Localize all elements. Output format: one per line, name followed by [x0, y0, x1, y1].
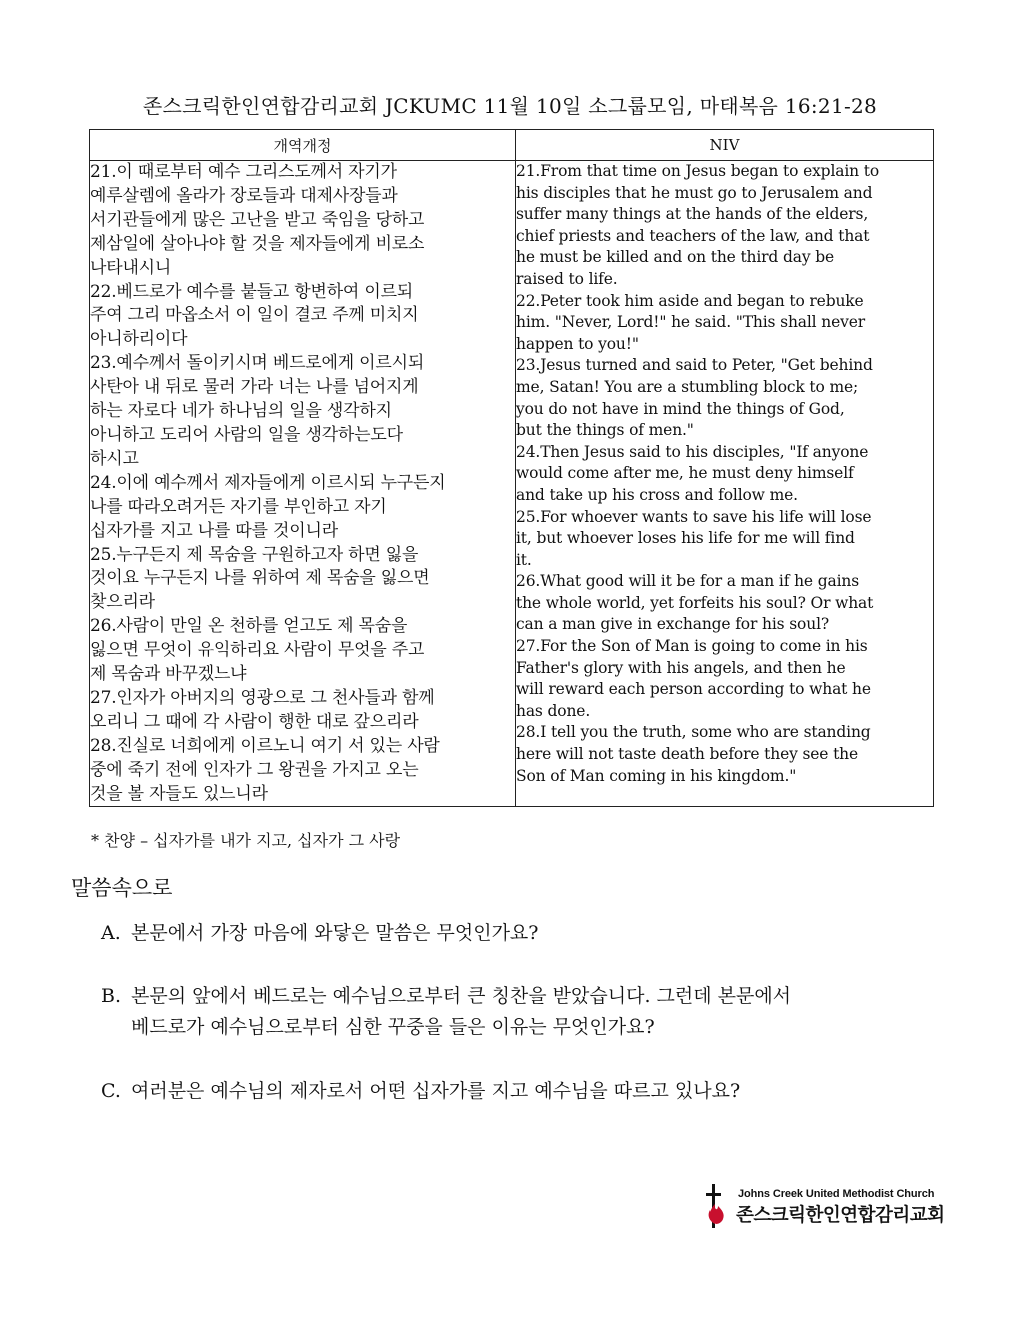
question-a	[101, 918, 538, 949]
logo-korean-name: 존스크릭한인연합감리교회	[736, 1205, 945, 1226]
korean-verse-line: 제삼일에 살아나야 할 것을 제자들에게 비로소	[90, 233, 425, 254]
english-verse-line: 21.From that time on Jesus began to explain to	[516, 162, 880, 180]
korean-verse-line: 것이요 누구든지 나를 위하여 제 목숨을 잃으면	[90, 568, 430, 589]
korean-verse-line: 오리니 그 때에 각 사람이 행한 대로 갚으리라	[90, 711, 419, 732]
korean-verse-line: 사탄아 내 뒤로 물러 가라 너는 나를 넘어지게	[90, 377, 419, 398]
english-verse-line: his disciples that he must go to Jerusalem and	[516, 183, 873, 202]
english-verse-line: him. "Never, Lord!" he said. "This shall never	[516, 313, 866, 332]
english-verse-line: Father's glory with his angels, and then he	[516, 658, 846, 677]
english-verse-line: it.	[516, 550, 532, 569]
korean-verse-line: 23.예수께서 돌이키시며 베드로에게 이르시되	[90, 353, 425, 374]
header-korean-version: 개역개정	[90, 130, 516, 161]
korean-verse-line: 아니하리이다	[90, 329, 188, 350]
korean-verse-line: 25.누구든지 제 목숨을 구원하고자 하면 잃을	[90, 544, 419, 565]
question-c	[101, 1076, 740, 1107]
english-verse-line: it, but whoever loses his life for me will find	[516, 529, 855, 548]
korean-verse-line: 24.이에 예수께서 제자들에게 이르시되 누구든지	[90, 472, 446, 493]
korean-verse-line: 제 목숨과 바꾸겠느냐	[90, 664, 247, 685]
english-verse-line: 23.Jesus turned and said to Peter, "Get behind	[516, 356, 873, 375]
english-verse-line: 28.I tell you the truth, some who are standing	[516, 723, 871, 742]
english-verse-line: but the things of men."	[516, 421, 694, 440]
english-verse-line: would come after me, he must deny himself	[516, 464, 854, 483]
korean-verse-line: 나타내시니	[90, 257, 172, 278]
korean-verse-line: 하시고	[90, 448, 139, 469]
korean-verse-line: 예루살렘에 올라가 장로들과 대제사장들과	[90, 185, 398, 206]
english-verse-line: me, Satan! You are a stumbling block to me;	[516, 377, 859, 396]
english-passage-cell	[516, 161, 934, 807]
korean-verse-line: 주여 그리 마옵소서 이 일이 결코 주께 미치지	[90, 305, 419, 326]
english-verse-line: 22.Peter took him aside and began to rebuke	[516, 291, 864, 310]
section-heading: 말씀속으로	[71, 876, 173, 900]
document-title: 존스크릭한인연합감리교회 JCKUMC 11월 10일 소그룹모임, 마태복음 16:21-28	[142, 94, 878, 118]
korean-verse-line: 십자가를 지고 나를 따를 것이니라	[90, 520, 338, 541]
korean-verse-line: 21.이 때로부터 예수 그리스도께서 자기가	[90, 162, 397, 182]
english-verse-line: 25.For whoever wants to save his life will lose	[516, 507, 872, 526]
english-verse-line: suffer many things at the hands of the elders,	[516, 205, 869, 224]
question-text: 여러분은 예수님의 제자로서 어떤 십자가를 지고 예수님을 따르고 있나요?	[131, 1080, 741, 1102]
question-letter: C.	[101, 1080, 121, 1102]
scripture-table	[89, 129, 934, 807]
korean-verse-line: 것을 볼 자들도 있느니라	[90, 783, 268, 804]
english-verse-line: 24.Then Jesus said to his disciples, "If anyone	[516, 442, 869, 461]
korean-passage-cell	[90, 161, 516, 807]
english-verse-line: happen to you!"	[516, 334, 639, 353]
english-verse-line: here will not taste death before they see the	[516, 745, 859, 764]
header-niv-version: NIV	[516, 130, 934, 161]
korean-verse-line: 아니하고 도리어 사람의 일을 생각하는도다	[90, 424, 403, 445]
english-verse-line: he must be killed and on the third day be	[516, 248, 835, 267]
english-verse-line: has done.	[516, 701, 591, 720]
question-text: 본문에서 가장 마음에 와닿은 말씀은 무엇인가요?	[131, 922, 539, 944]
english-verse-line: will reward each person according to what he	[516, 680, 871, 699]
question-text: 본문의 앞에서 베드로는 예수님으로부터 큰 칭찬을 받았습니다. 그런데 본문에서	[131, 985, 792, 1007]
english-verse-line: can a man give in exchange for his soul?	[516, 615, 830, 634]
korean-verse-line: 28.진실로 너희에게 이르노니 여기 서 있는 사람	[90, 735, 440, 756]
english-verse-line: and take up his cross and follow me.	[516, 485, 798, 504]
logo-english-name: Johns Creek United Methodist Church	[738, 1188, 935, 1200]
question-letter: B.	[101, 985, 122, 1007]
cross-and-flame-icon	[703, 1184, 731, 1228]
korean-verse-line: 22.베드로가 예수를 붙들고 항변하여 이르되	[90, 281, 414, 302]
english-verse-line: raised to life.	[516, 269, 618, 288]
table-row	[90, 161, 934, 807]
english-verse-line: the whole world, yet forfeits his soul? Or what	[516, 593, 874, 612]
korean-verse-line: 잃으면 무엇이 유익하리요 사람이 무엇을 주고	[90, 640, 425, 661]
korean-verse-line: 찾으리라	[90, 592, 155, 613]
hymn-note: * 찬양 – 십자가를 내가 지고, 십자가 그 사랑	[91, 831, 401, 850]
english-verse-line: you do not have in mind the things of God,	[516, 399, 845, 418]
english-verse-line: chief priests and teachers of the law, and that	[516, 226, 870, 245]
korean-verse-line: 중에 죽기 전에 인자가 그 왕권을 가지고 오는	[90, 759, 419, 780]
english-verse-line: 27.For the Son of Man is going to come in his	[516, 637, 868, 656]
english-verse-line: Son of Man coming in his kingdom."	[516, 766, 797, 785]
korean-verse-line: 하는 자로다 네가 하나님의 일을 생각하지	[90, 401, 392, 422]
table-header-row	[90, 130, 934, 161]
question-text-continued: 베드로가 예수님으로부터 심한 꾸중을 들은 이유는 무엇인가요?	[131, 1016, 655, 1038]
question-b	[101, 981, 791, 1043]
church-logo	[703, 1184, 953, 1228]
korean-verse-line: 26.사람이 만일 온 천하를 얻고도 제 목숨을	[90, 616, 408, 637]
english-verse-line: 26.What good will it be for a man if he gains	[516, 572, 860, 591]
korean-verse-line: 나를 따라오려거든 자기를 부인하고 자기	[90, 496, 387, 517]
question-letter: A.	[101, 922, 121, 944]
korean-verse-line: 서기관들에게 많은 고난을 받고 죽임을 당하고	[90, 209, 425, 230]
korean-verse-line: 27.인자가 아버지의 영광으로 그 천사들과 함께	[90, 687, 435, 708]
